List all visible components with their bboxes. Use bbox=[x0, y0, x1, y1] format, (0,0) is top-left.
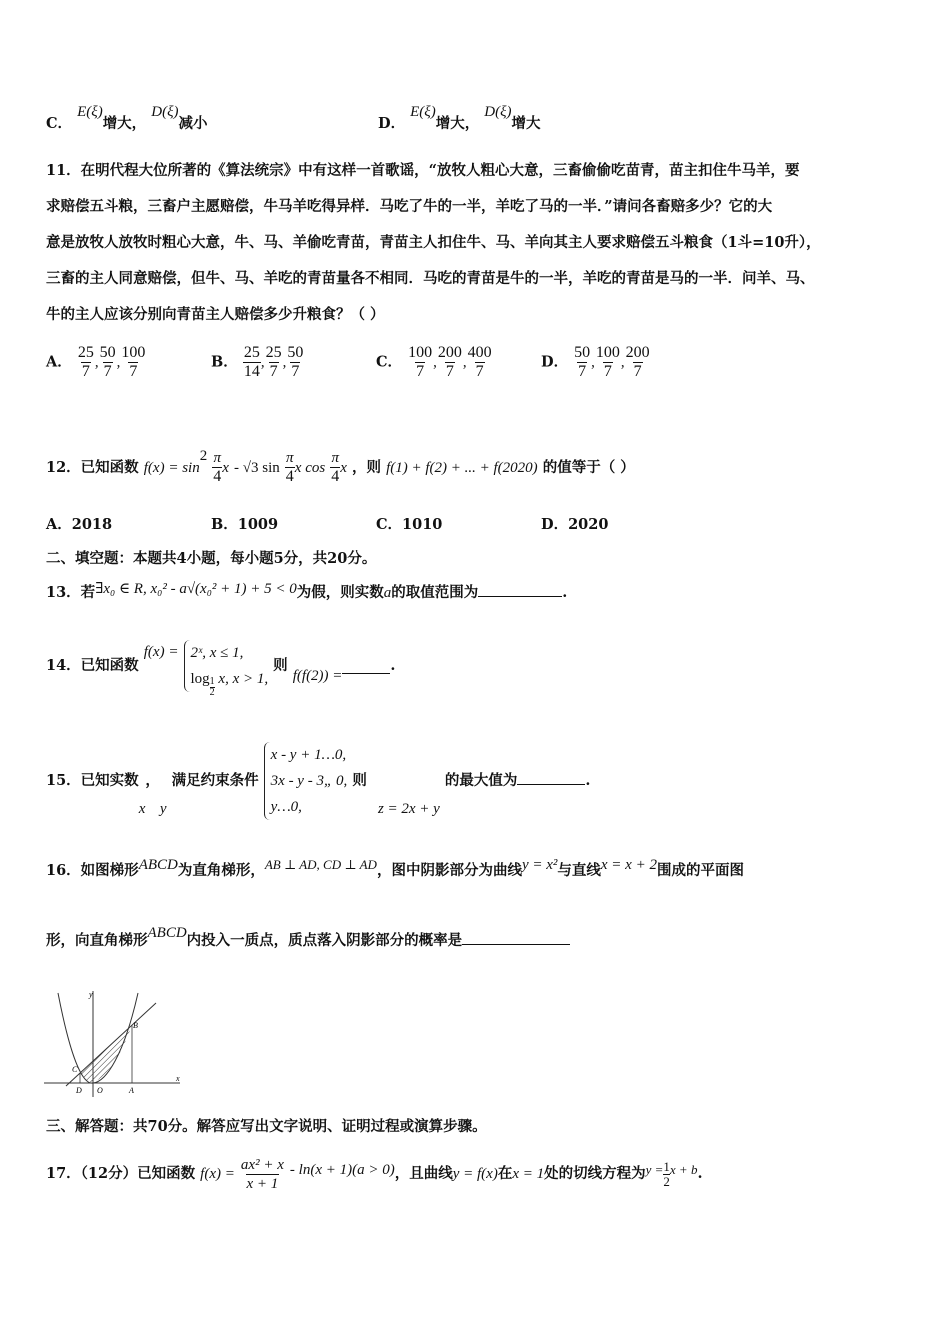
option-text: 减小 bbox=[178, 115, 208, 132]
q11-line: 求赔偿五斗粮，三畜户主愿赔偿，牛马羊吃得异样．马吃了牛的一半，羊吃了马的一半．”请问各畜赔多少？它的大 bbox=[46, 198, 773, 215]
label-b: B bbox=[133, 1021, 138, 1030]
piecewise-row-2: log $\frac{1}{2}$ x, x > 1, bbox=[190, 671, 269, 699]
q11-line: 牛的主人应该分别向青苗主人赔偿多少升粮食？（ ） bbox=[46, 306, 385, 323]
expectation-expr: E(ξ) bbox=[77, 104, 103, 120]
q10-option-d bbox=[378, 104, 541, 133]
q13-prefix: 13．若 bbox=[46, 584, 96, 601]
q17-log-term: - ln(x + 1)(a > 0) bbox=[289, 1162, 395, 1178]
fraction: $\frac{200}{7}$ bbox=[437, 344, 462, 380]
q16-figure bbox=[40, 985, 190, 1100]
q11-option-c: C． $\frac{100}{7}$ , $\frac{200}{7}$ , $\frac{400}{7}$ bbox=[376, 344, 492, 380]
comma: ， bbox=[145, 772, 160, 789]
option-label: B． bbox=[211, 353, 238, 371]
q12-option-d: D．2020 bbox=[541, 516, 609, 533]
option-text: 增大， bbox=[102, 115, 147, 132]
fraction: $\frac{25}{14}$ bbox=[243, 344, 260, 380]
section-2-heading: 二、填空题：本题共4小题，每小题5分，共20分。 bbox=[46, 550, 377, 567]
q11-option-d: D． $\frac{50}{7}$ , $\frac{100}{7}$ , $\frac{200}{7}$ bbox=[541, 344, 650, 380]
fraction: $\frac{50}{7}$ bbox=[574, 344, 591, 380]
tangent-lhs: y = bbox=[645, 1162, 664, 1177]
option-label: D． bbox=[541, 353, 569, 371]
trapezoid-abcd: ABCD bbox=[138, 857, 178, 873]
q12-sum: f(1) + f(2) + ... + f(2020) bbox=[386, 459, 538, 476]
expectation-expr: E(ξ) bbox=[410, 104, 436, 120]
q17-prefix: 17．（12分）已知函数 bbox=[46, 1165, 196, 1182]
q11-line: 三畜的主人同意赔偿，但牛、马、羊吃的青苗量各不相同．马吃的青苗是牛的一半，羊吃的青苗是马的一半．问羊、马、 bbox=[46, 270, 815, 287]
question-17 bbox=[46, 1148, 703, 1200]
q16-mid: 与直线 bbox=[557, 862, 601, 879]
label-a: A bbox=[129, 1086, 134, 1095]
label-x: x bbox=[176, 1074, 180, 1083]
period: . bbox=[390, 657, 396, 674]
q12-option-a: A．2018 bbox=[46, 516, 113, 533]
pi-over-4: $\frac{\pi}{4}$ bbox=[213, 450, 222, 486]
constraint-row-3: y…0, bbox=[270, 799, 302, 815]
fraction: $\frac{100}{7}$ bbox=[121, 344, 146, 380]
fraction: $\frac{25}{7}$ bbox=[265, 344, 282, 380]
fraction: $\frac{100}{7}$ bbox=[595, 344, 620, 380]
constraint-row-1: x - y + 1…0, bbox=[270, 747, 347, 763]
q17-function: f(x) = bbox=[200, 1166, 235, 1182]
answer-blank[interactable] bbox=[462, 930, 570, 945]
q15-suffix: 的最大值为 bbox=[444, 772, 518, 789]
variable-y: y bbox=[159, 801, 167, 817]
variable-x: x bbox=[222, 459, 229, 476]
q17-x-equals-1: x = 1 bbox=[512, 1166, 545, 1182]
fraction: $\frac{400}{7}$ bbox=[467, 344, 492, 380]
q15-then: 则 bbox=[352, 772, 367, 789]
q15-condition: 满足约束条件 bbox=[171, 772, 259, 789]
q16-prefix: 形，向直角梯形 bbox=[46, 932, 148, 949]
variance-expr: D(ξ) bbox=[151, 104, 179, 120]
q12-prefix: 12．已知函数 bbox=[46, 458, 139, 476]
option-text: 增大， bbox=[435, 115, 480, 132]
q15-prefix: 15．已知实数 bbox=[46, 772, 139, 789]
question-15 bbox=[46, 736, 590, 826]
q16-suffix: 围成的平面图 bbox=[656, 862, 744, 879]
q11-line: 11．在明代程大位所著的《算法统宗》中有这样一首歌谣，“放牧人粗心大意，三畜偷偷吃苗青，苗主扣住牛马羊，要 bbox=[46, 162, 800, 179]
q13-expression: ∃x₀ ∈ R, x₀² - a√(x₀² + 1) + 5 < 0 bbox=[95, 581, 297, 597]
label-d: D bbox=[76, 1086, 82, 1095]
q17-at: 在 bbox=[497, 1165, 513, 1182]
q12-option-c: C．1010 bbox=[376, 516, 443, 533]
fraction: $\frac{25}{7}$ bbox=[77, 344, 94, 380]
q17-curve: y = f(x) bbox=[452, 1166, 498, 1182]
q13-mid: 为假，则实数 bbox=[296, 584, 384, 601]
variable-x: x bbox=[138, 801, 146, 817]
sqrt3-sin: - √3 sin bbox=[234, 459, 280, 476]
option-label: C． bbox=[376, 353, 403, 371]
q11-option-b: B． $\frac{25}{14}$ , $\frac{25}{7}$ , $\frac{50}{7}$ bbox=[211, 344, 304, 380]
piecewise-brace bbox=[184, 640, 269, 699]
question-13 bbox=[46, 582, 567, 603]
half-fraction: $\frac{1}{2}$ bbox=[663, 1158, 670, 1189]
q16-mid: 内投入一质点，质点落入阴影部分的概率是 bbox=[186, 932, 463, 949]
q17-fraction: $\frac{\text{ax² + x}}{x + 1}$ bbox=[240, 1156, 284, 1192]
objective-z: z = 2x + y bbox=[377, 801, 440, 817]
q10-option-c bbox=[46, 104, 208, 133]
label-c: C bbox=[72, 1065, 78, 1074]
variable-x: x bbox=[340, 459, 347, 476]
q16-prefix: 16．如图梯形 bbox=[46, 862, 139, 879]
question-12: 12．已知函数 $f(x) = \sin^2$ $\frac{\pi}{4}$ x - √3 sin $\frac{\pi}{4}$ x cos $\frac{\pi}{4}$ x ，则 f(1) + f(2) + ... + f(2020) 的值等于（ ） bbox=[46, 448, 635, 486]
option-label: D． bbox=[378, 115, 406, 132]
q12-suffix: 的值等于（ ） bbox=[542, 458, 635, 476]
question-16 bbox=[46, 856, 744, 886]
fraction: $\frac{50}{7}$ bbox=[99, 344, 116, 380]
period: . bbox=[562, 584, 568, 601]
curve-expr: y = x² bbox=[521, 857, 558, 873]
pi-over-4: $\frac{\pi}{4}$ bbox=[285, 450, 294, 486]
period: . bbox=[697, 1165, 703, 1182]
q14-then: 则 bbox=[273, 657, 288, 674]
variance-expr: D(ξ) bbox=[484, 104, 512, 120]
tangent-rhs: x + b bbox=[669, 1162, 698, 1177]
q17-mid: ，且曲线 bbox=[394, 1165, 453, 1182]
answer-blank[interactable] bbox=[478, 582, 562, 597]
fraction: $\frac{200}{7}$ bbox=[625, 344, 650, 380]
q14-prefix: 14．已知函数 bbox=[46, 657, 139, 674]
question-16-line-2 bbox=[46, 926, 570, 956]
constraint-brace bbox=[264, 742, 348, 820]
answer-blank[interactable] bbox=[517, 770, 585, 785]
q11-option-a: A． $\frac{25}{7}$ , $\frac{50}{7}$ , $\frac{100}{7}$ bbox=[46, 344, 146, 380]
constraint-row-2: 3x - y - 3„ 0, bbox=[270, 773, 348, 789]
straight-line bbox=[66, 1003, 156, 1086]
label-o: O bbox=[97, 1086, 103, 1095]
fraction: $\frac{50}{7}$ bbox=[287, 344, 304, 380]
line-expr: x = x + 2 bbox=[600, 857, 657, 873]
perpendicular-conditions: AB ⊥ AD, CD ⊥ AD bbox=[264, 857, 377, 872]
q16-mid: ，图中阴影部分为曲线 bbox=[376, 862, 522, 879]
fraction: $\frac{100}{7}$ bbox=[408, 344, 433, 380]
q16-mid: 为直角梯形， bbox=[177, 862, 265, 879]
trapezoid-abcd: ABCD bbox=[147, 925, 187, 941]
q12-option-b: B．1009 bbox=[211, 516, 279, 533]
period: . bbox=[585, 772, 591, 789]
q12-function: f(x) = sin bbox=[143, 459, 200, 476]
piecewise-row-1: 2ˣ, x ≤ 1, bbox=[190, 645, 244, 661]
q11-line: 意是放牧人放牧时粗心大意，牛、马、羊偷吃青苗，青苗主人扣住牛、马、羊向其主人要求赔偿五斗粮食（1斗=10升）， bbox=[46, 234, 821, 251]
x-cos: x cos bbox=[294, 459, 326, 476]
variable-a: a bbox=[383, 585, 392, 601]
option-label: A． bbox=[46, 353, 72, 371]
q14-function: f(x) = bbox=[143, 644, 179, 660]
option-label: C． bbox=[46, 115, 73, 132]
q13-suffix: 的取值范围为 bbox=[391, 584, 479, 601]
section-3-heading: 三、解答题：共70分。解答应写出文字说明、证明过程或演算步骤。 bbox=[46, 1118, 487, 1135]
option-text: 增大 bbox=[511, 115, 541, 132]
label-y: y bbox=[89, 990, 93, 999]
question-14 bbox=[46, 628, 395, 704]
q17-mid: 处的切线方程为 bbox=[544, 1165, 646, 1182]
answer-blank[interactable] bbox=[342, 659, 390, 674]
pi-over-4: $\frac{\pi}{4}$ bbox=[331, 450, 340, 486]
q12-then: ，则 bbox=[352, 458, 381, 476]
q14-composition: f(f(2)) = bbox=[292, 668, 343, 684]
